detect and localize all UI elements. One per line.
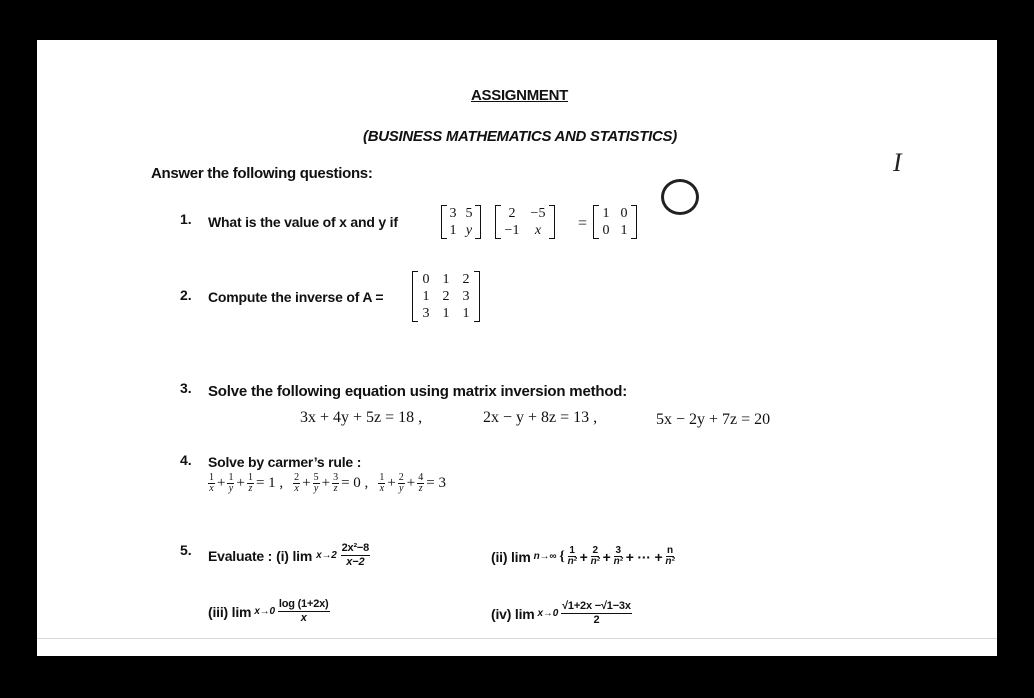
fraction: $\frac{5}{y}$ [313, 472, 319, 494]
text-cursor-icon: I [893, 148, 902, 177]
q3-text: Solve the following equation using matrix inversion method: [208, 383, 628, 400]
q1-matrix-2 [495, 205, 555, 239]
q1-text: What is the value of x and y if [208, 214, 398, 230]
q5-text: Evaluate : [208, 547, 273, 564]
matrix-cell: 0 [422, 272, 430, 287]
fraction: $\frac{3}{\text{n²}}$ [613, 545, 623, 567]
fraction: $\frac{1}{x}$ [209, 472, 214, 494]
matrix-cell: 2 [442, 289, 450, 304]
fraction: $\frac{n}{\text{n²}}$ [665, 545, 675, 567]
q5-p3-sub: x→0 [254, 606, 275, 617]
q5-part-3 [208, 598, 330, 625]
q4-eq1-rhs: = 1 , [255, 475, 284, 491]
q1-equals: = [578, 215, 588, 232]
q4-eq3-rhs: = 3 [426, 475, 446, 491]
matrix-cell: y [465, 223, 473, 238]
page-edge-divider [37, 638, 997, 639]
matrix-cell: 1 [602, 206, 610, 221]
matrix-cell: 3 [422, 306, 430, 321]
fraction: $\frac{2}{y}$ [398, 472, 404, 494]
fraction: $\frac{\text{2x²−8}}{x-2}$ [341, 542, 370, 568]
matrix-cell: −5 [530, 206, 546, 221]
fraction: $\frac{1}{z}$ [247, 472, 253, 494]
q5-part-2: (ii) lim n→∞ { $\frac{1}{\text{n²}}$ + $\frac{2}{\text{n²}}$ + $\frac{3}{\text{n²}}$ + ··· + $\frac{n}{\text{n²}}$ [491, 545, 675, 567]
fraction: $\frac{4}{z}$ [418, 472, 424, 494]
q2-matrix [412, 271, 480, 322]
matrix-cell: 0 [620, 206, 628, 221]
matrix-cell: 5 [465, 206, 473, 221]
matrix-cell: 0 [602, 223, 610, 238]
q5-p1-label: (i) lim [276, 547, 313, 564]
q2-number: 2. [180, 287, 192, 303]
q3-equation-1: 3x + 4y + 5z = 18 , [300, 409, 423, 426]
circle-mark-icon [661, 179, 699, 215]
q5-p2-tail: + ··· + [625, 548, 663, 565]
q1-matrix-3 [593, 205, 637, 239]
matrix-cell: 1 [620, 223, 628, 238]
fraction: $\frac{\log (1+2x)}{x}$ [278, 598, 329, 624]
matrix-cell: 1 [442, 306, 450, 321]
q4-equations: $\frac{1}{x}$ + $\frac{1}{y}$ + $\frac{1}{z}$ = 1 , $\frac{2}{x}$ + $\frac{5}{y}$ + $\frac{3}{z}$ = 0 , $\frac{1}{x}$ + $\frac{2}{y}$ + $\frac{4}{z}$ = 3 [209, 472, 446, 494]
q4-text [208, 454, 361, 470]
matrix-cell: 3 [462, 289, 470, 304]
fraction: $\frac{2}{x}$ [294, 472, 300, 494]
matrix-cell: 2 [462, 272, 470, 287]
page-title: ASSIGNMENT [471, 87, 569, 104]
matrix-cell: −1 [504, 223, 520, 238]
q2-text: Compute the inverse of A = [208, 289, 384, 305]
q5-part-4 [491, 600, 632, 627]
matrix-cell: 3 [449, 206, 457, 221]
q4-eq2-rhs: = 0 , [341, 475, 369, 491]
matrix-cell: 2 [508, 206, 516, 221]
fraction: $\frac{1}{\text{n²}}$ [567, 545, 577, 567]
matrix-cell: 1 [442, 272, 450, 287]
q5-number: 5. [180, 542, 192, 558]
q5-p2-sub: n→∞ [533, 551, 557, 562]
fraction: $\frac{2}{\text{n²}}$ [590, 545, 600, 567]
fraction: $\frac{1}{y}$ [228, 472, 234, 494]
q4-text-label: Solve by carmer’s rule : [208, 454, 362, 470]
matrix-cell: 1 [422, 289, 430, 304]
q5-p3-label: (iii) lim [208, 603, 252, 620]
matrix-cell: 1 [449, 223, 457, 238]
q5-p4-label: (iv) lim [491, 605, 535, 622]
fraction: $\frac{3}{z}$ [333, 472, 339, 494]
q1-matrix-1 [441, 205, 481, 239]
q5-part-1 [208, 542, 370, 569]
q3-equation-3: 5x − 2y + 7z = 20 [656, 411, 771, 428]
assignment-paper [37, 40, 997, 656]
instructions: Answer the following questions: [151, 165, 373, 182]
matrix-cell: x [534, 223, 542, 238]
page-subtitle: (BUSINESS MATHEMATICS AND STATISTICS) [363, 128, 677, 145]
q5-p2-label: (ii) lim [491, 548, 531, 565]
q1-number: 1. [180, 211, 192, 227]
q3-equation-2: 2x − y + 8z = 13 , [483, 409, 598, 426]
q5-p1-sub: x→2 [316, 550, 337, 561]
q3-number: 3. [180, 380, 192, 396]
q5-p4-sub: x→0 [537, 608, 559, 619]
fraction: $\frac{√1+2x -√1-3x}{2}$ [562, 600, 631, 626]
matrix-cell: 1 [462, 306, 470, 321]
q4-number: 4. [180, 452, 192, 468]
fraction: $\frac{1}{x}$ [379, 472, 385, 494]
